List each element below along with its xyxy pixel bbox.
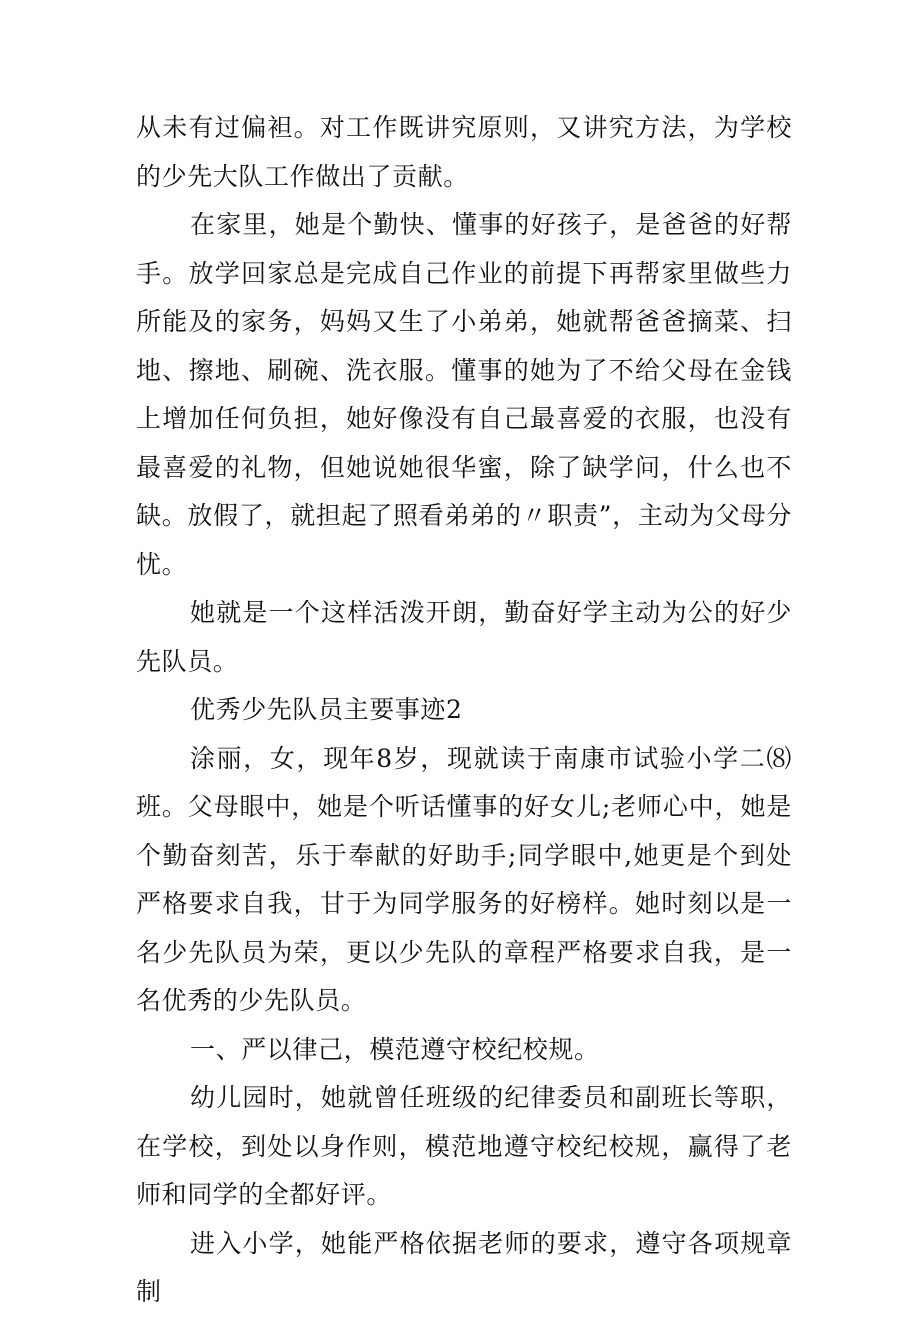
section-heading: 优秀少先队员主要事迹2	[190, 695, 463, 724]
paragraph-2: 在家里，她是个勤快、懂事的好孩子，是爸爸的好帮手。放学回家总是完成自己作业的前提下再帮家里做些力所能及的家务，妈妈又生了小弟弟，她就帮爸爸摘菜、扫地、擦地、刷碗、洗衣服。懂事的她为了不给父母在金钱上增加任何负担，她好像没有自己最喜爱的衣服，也没有最喜爱的礼物，但她说她很华蜜，除了缺学问，什么也不缺。放假了，就担起了照看弟弟的〃职责”，主动为父母分忧。	[136, 210, 792, 579]
paragraph-3: 她就是一个这样活泼开朗，勤奋好学主动为公的好少先队员。	[136, 598, 792, 676]
paragraph-7: 幼儿园时，她就曾任班级的纪律委员和副班长等职，在学校，到处以身作则，模范地遵守校纪校规，赢得了老师和同学的全都好评。	[136, 1083, 792, 1209]
paragraph-8: 进入小学，她能严格依据老师的要求，遵守各项规章制	[136, 1228, 792, 1306]
paragraph-1: 从未有过偏袒。对工作既讲究原则，又讲究方法，为学校的少先大队工作做出了贡献。	[136, 113, 792, 191]
subheading-1: 一、严以律己，模范遵守校纪校规。	[190, 1034, 600, 1064]
document-body	[136, 104, 792, 1317]
paragraph-5: 涂丽，女，现年8岁，现就读于南康市试验小学二⑻班。父母眼中，她是个听话懂事的好女儿;老师心中，她是个勤奋刻苦，乐于奉献的好助手;同学眼中,她更是个到处严格要求自我，甘于为同学服务的好榜样。她时刻以是一名少先队员为荣，更以少先队的章程严格要求自我，是一名优秀的少先队员。	[136, 743, 792, 1015]
